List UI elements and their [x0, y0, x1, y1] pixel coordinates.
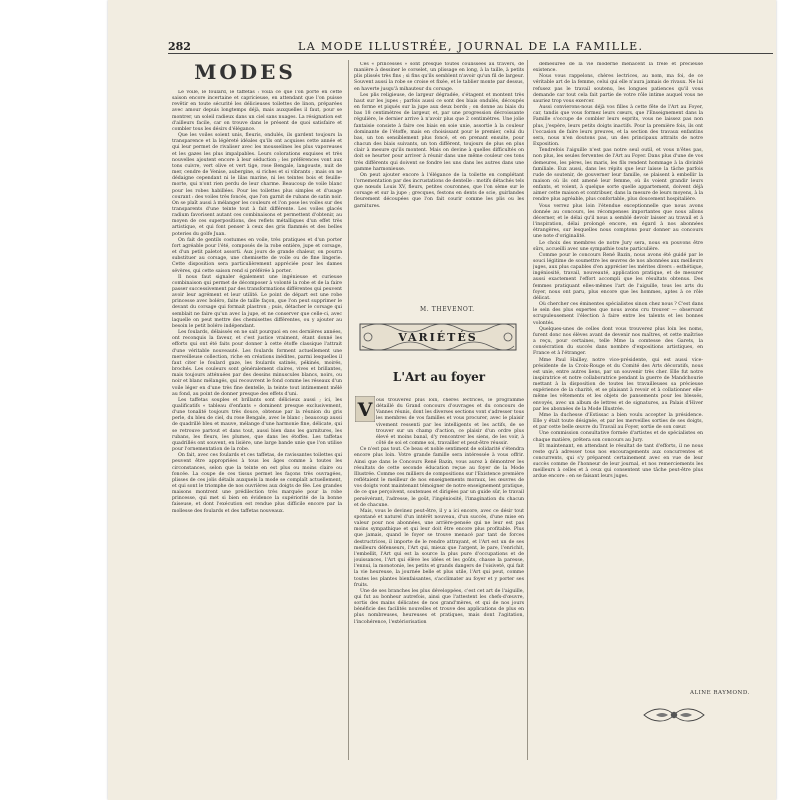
paragraph: Comme pour le concours René Bazin, nous avons été guidé par le souci légitime de soumettre les œuvres de nos abonnées aux meilleurs juges, aux plus capables d'en apprécier les mérites divers : esthétique, ingéniosité, travail, nouveauté, application pratique, et de mesurer aussi exactement l'effort accompli que les résultats obtenus. Des femmes pratiquant elles-mêmes l'art de l'aiguille, tous les arts du foyer, nous ont paru, plus encore que les hommes, aptes à ce rôle délicat.: [533, 252, 703, 301]
journal-title: LA MODE ILLUSTRÉE, JOURNAL DE LA FAMILLE.: [298, 40, 644, 53]
author-signature: M. THEVENOT.: [420, 306, 475, 313]
article-column: [354, 398, 524, 763]
paragraph: Ces « princesses » sont presque toutes coulissées au travers, de manière à dessiner le corselet, un plissage en long, à la taille, à petits plis plissés très fins ; si fins qu'ils semblent n'avoir qu'un fil de largeur. Souvent aussi la robe se croise et fixée, et le tablier monte par dessus, en haverte jusqu'à mihauteur du corsage.: [354, 62, 524, 92]
paragraph: Le choix des membres de notre Jury sera, nous en pouvons être sûrs, accueilli avec une sympathie toute particulière.: [533, 240, 703, 252]
column-divider: [527, 60, 528, 760]
paragraph: Il nous faut signaler également une ingénieuse et curieuse combinaison qui permet de décomposer à volonté la robe et de la faire passer successivement par des transformations différentes qui peuvent avoir leur agrément et leur utilité. Le point de départ est une robe princesse avec boléro, faite de taille façon, que l'on peut supprimer le devant du corsage qui formait plastron ; puis, détacher le corsage qui semblait ne faire qu'un avec la jupe, et ne conserver que celle-ci, avec laquelle on peut mettre des chemisettes différentes, ou y ajouter au besoin le petit boléro indépendant.: [172, 274, 342, 329]
paragraph: démesurée de la vie moderne menacent la frêle et précieuse existence.: [533, 62, 703, 74]
paragraph: Tendrefois l'aiguille n'est pas notre seul outil, et vous n'êtes pas, non plus, les seules ferventes de l'Art au Foyer. Dans plus d'une de vos demeures, les pères, les maris, les fils rendent hommage à la divinité familiale. Eux aussi, dans les répits que leur laisse la tâche parfois rude de soutenir, de gouverner leur famille, se plaisent à embellir la maison où ils ont amené leur femme, où ils voient grandir leurs enfants, et voient, à quelque sorte quelle appartement, doivent déjà aimer cette maison et contribuer, dans la mesure de leurs moyens, à la rendre plus agréable, plus confortable, plus doucement hospitalière.: [533, 148, 703, 203]
paragraph: Les foulards, délaissés en ne sait pourquoi en ces dernières années, ont reconquis la faveur, et c'est justice vraiment, étant donné les efforts qui ont été faits pour donner à cette étoffe classique l'attrait d'une véritable nouveauté. Les foulards forment actuellement une merveilleuse collection, riche en créations inédites, parmi lesquelles il faut citer le foulard gaze, les foulards satinés, pékinés, moirés, brochés. Les couleurs sont généralement claires, vives et brillantes, mais toujours atténuées par des dessins minuscules blancs, noirs, ou noir et blanc mélangés, qui recouvrent le fond comme les réseaux d'un voile léger en d'une très fine dentelle, la teinte tout intimement mêlé au fond, au point de donner presque des effets d'uni.: [172, 330, 342, 397]
paragraph: Les taffetas souples et brillants sont délicieux aussi ; ici, les qualificatifs « tableau d'enfants » dominent presque exclusivement, d'une tonalité toujours très douce, obtenue par la réunion du gris perle, du bleu de ciel, du rose Bengale, avec le blanc ; beaucoup aussi de quadrillé bleu et mauve, mélange d'une harmonie fine, délicate, qui se retrouve partout et dans tout, aussi bien dans les garnitures, les rubans, les fleurs, les plumes, que dans les étoffes. Les taffetas quadrillés ont souvent, en lisière, une large bande unie que l'on utilise pour l'ornementation de la robe.: [172, 397, 342, 453]
author-signature: ALINE RAYMOND.: [690, 690, 750, 696]
paragraph: Que les voiles soient unis, fleuris, ondulés, ils gardent toujours la transparence et la légèreté idéales qu'ils ont acquises cette année et qui leur permet de rivaliser avec les mousselines les plus vaporeuses et les gazes les plus impalpables. Leurs colorations exquises et très nouvelles ajoutent encore à leur séduction ; les préférences vont aux tons cuivre, vert olive et vert tige, rose Bengale, langouste, nuit de mer, cendre de Venise, aubergine, si riches et si vibrants ; mais on ne dédaigne cependant ni le lilas marine, ni les teintes bois et feuille-morte, qui n'ont rien perdu de leur charme. Beaucoup de voile blanc pour les robes habillées. Pour les toilettes plus simples et d'usage courant : des voiles très foncés, que l'on garnit de rubans de satin noir. On se plaît aussi à mélanger les couleurs et l'on pose les voiles sur des transparents d'une teinte tout à fait différente. Les voiles glacés radium favorisent autant ces combinaisons et permettent d'obtenir, au moyen de ces superpositions, des reflets métalliques d'un effet très artistique, et qui font penser à ceux des gris flammés et des belles poteries du golfe Juan.: [172, 133, 342, 237]
paragraph: Quelques-unes de celles dont vous trouverez plus loin les noms, furent donc nos élèves avant de devenir nos maîtres, et cette maîtrise a reçu, pour certaines, telle Mme la comtesse des Garets, la consécration du succès dans nombre d'expositions artistiques, en France et à l'étranger.: [533, 326, 703, 357]
paragraph: Une commission consultative formée d'artistes et de spécialistes en chaque matière, prêtera son concours au Jury.: [533, 431, 703, 443]
paragraph: On peut ajouter encore à l'élégance de la toilette en complétant l'ornementation par des incrustations de dentelle : motifs détachés tels que nœuds Louis XV, fleurs, petites couronnes, que l'on sème sur le corsage et sur la jupe ; grecques, festons en dents de scie, guirlandes fleurement découpées que l'on fait courir comme les plis ou les garnitures.: [354, 172, 524, 209]
page-number: 282: [168, 40, 191, 53]
column-divider: [348, 60, 349, 760]
article-title: L'Art au foyer: [392, 370, 486, 384]
paragraph: Vous verrez plus loin l'étendue exceptionnelle que nous avons donnée au concours, les récompenses importantes que nous allons décerner, et le délai qu'il nous a semblé devoir laisser au travail et à l'inspiration, délai prolongé encore, en égard à nos abonnées étrangères, sur lesquelles nous comptons pour donner au concours une note d'originalité.: [533, 203, 703, 240]
article-continuation-column: [533, 62, 703, 684]
modes-column: [172, 90, 342, 766]
drop-cap-letter: V: [357, 399, 373, 421]
header-rule: [168, 53, 773, 54]
varietes-label: VARIÉTÉS: [398, 331, 478, 344]
paragraph: Où chercher ces éminentes spécialistes sinon chez nous ? C'est dans le sein des plus expertes que nous avons cru trouver — observant scrupuleusement l'élection à faire entre les talents et les bonnes volontés.: [533, 302, 703, 326]
paragraph: Ce n'est pas tout. Ce beau et noble sentiment de solidarité s'étendra encore plus loin. Votre grande famille sera intéressée à vous offrir. Ainsi que dans le Concours René Bazin, vous aurez à démontrer les résultats de cette seconde éducation reçue au foyer de la Mode Illustrée. Comme ces milliers de compositions sur l'Existence première reflétaient le meilleur de nos enseignements moraux, les œuvres de vos doigts vont maintenant témoigner de notre enseignement pratique, de ce que perçoivent, soutenues et dirigées par un guide sûr, le travail persévérant, l'adresse, le goût, l'ingéniosité, l'imagination du chacun et de chacune.: [354, 447, 524, 508]
modes-heading: MODES: [194, 60, 296, 84]
paragraph: On fait, avec ces foulards et ces taffetas, de ravissantes toilettes qui peuvent être appropriées à tous les âges comme à toutes les circonstances, selon que la teinte en est plus ou moins claire ou foncée. La coupe de ces tissus permet les façons très ouvragées, plisses de ces jolis détails auxquels la mode se complaît actuellement, et qui sont le triomphe de nos ouvrières aux doigts de fée. Les grandes maisons montrent une prédilection très marquée pour la robe princesse, qui met si bien en évidence la supériorité de la bonne faiseuse, et dont l'exécution est rendue plus difficile encore par la mollesse des foulards et des taffetas nouveaux.: [172, 453, 342, 514]
paragraph: Aussi convierons-nous déjà vos filles à cette fête de l'Art au Foyer, car, tandis que vous formez leurs cœurs, que l'Enseignement dans la Famille s'occupe de combler leurs esprits, vous ne laissez pas non plus, j'espère, leurs petits doigts inactifs. Pour la première fois, ils ont l'occasion de faire leurs preuves, et la section des travaux enfantins sera, nous n'en doutons pas, un des principaux attraits de notre Exposition.: [533, 105, 703, 148]
paragraph: Mme la duchesse d'Estissac a bien voulu accepter la présidence. Elle y était toute désignée, et par les merveilles sorties de ses doigts, et par cette belle œuvre du Travail au Foyer, sortie de son cœur.: [533, 412, 703, 431]
paragraph: Et maintenant, en attendant le résultat de tant d'efforts, il ne nous reste qu'à adresser tous nos encouragements aux concurrentes et concurrents, qui s'y préparent certainement avec en vue de leur succès comme de l'honneur de leur journal, et nos remerciements les meilleurs à celles et à ceux qui consentent une tâche peut-être plus ardue encore : en se faisant leurs juges.: [533, 443, 703, 480]
paragraph: Mme Paul Hailley, notre vice-présidente, qui est aussi vice-présidente de la Croix-Rouge et du Comité des Arts décoratifs, nous est unie, entre autres liens, par un souvenir très cher. Elle fut notre inspiratrice et notre collaboratrice pendant la guerre de Mandchourie mettant à la disposition de toutes les travailleuses sa précieuse expérience de la charité, et se plaisant à revoir et à collationner elle-même les vêtements et les objets de pansements pour les blessés, envoyés, avec un album de lettres et de signatures, au Palais d'Hiver par les abonnées de la Mode Illustrée.: [533, 357, 703, 412]
paragraph: Nous vous rappelons, chères lectrices, au nom, ma foi, de ce véritable art de la femme, celui qui elle n'aura jamais de rivaux. Ne lui refusez pas le travail soutenu, les longues patiences qu'il vous demande car tout cela fait partie de votre rôle intime auquel vous ne sauriez trop vous exercer.: [533, 74, 703, 104]
varietes-banner: [354, 318, 522, 358]
paragraph: Une de ses branches les plus développées, c'est cet art de l'aiguille, qui fut au bonheur autrefois, ainsi que l'attestent les chefs-d'œuvre, sortis des mains délicates de nos grand'mères, et qui de nos jours bénéficie des facilités nouvelles et trouve des applications de plus en plus nombreuses, heureuses et pratiques, mais dont l'agitation, l'incohérence, l'extériorisation: [354, 588, 524, 625]
ornament-icon: [640, 704, 708, 726]
paragraph: Mais, vous le devinez peut-être, il y a ici encore, avec ce désir tout spontané et naturel d'un intérêt nouveau, d'un succès, d'une mise en valeur pour nos abonnées, une arrière-pensée qui ne leur est pas moins sympathique et qui leur doit être encore plus profitable. Plus que jamais, quand le foyer se trouve menacé par tant de forces destructrices, il importe de le rendre attrayant, et l'Art est un de ses meilleurs défenseurs, l'Art qui, mieux que l'argent, le pare, l'enrichit, l'embellit, l'Art qui est la source la plus pure d'occupations et de jouissances, l'Art qui élève les idées et les goûts, chasse la paresse, l'ennui, la monotonie, les petits et grands dangers de l'oisiveté, qui fait la vie heureuse, la journée belle et plus utile, l'Art qui peut, comme toutes les plantes bienfaisantes, s'acclimater au foyer et y porter ses fruits.: [354, 508, 524, 588]
paragraph: Les plis religieuse, de largeur dégradée, s'étagent et montent très haut sur les jupes ; parfois aussi ce sont des biais ondulés, découpés en forme et piqués sur la jupe aux deux bords ; on donne au biais du bas 18 centimètres de largeur, et, par une progression décroissante régulière, le dernier arrive à n'avoir plus que 2 centimètres. Une jolie fantaisie consiste à faire ces biais en soie unie, assortie à la couleur dominante de l'étoffe, mais en choisissant pour le premier, celui du bas, un ton sensiblement plus foncé, et en prenant ensuite, pour chacun des biais suivants, un ton différent, toujours de plus en plus clair à mesure qu'ils montent. Mais on devine à quelles difficultés on doit se heurter pour arriver à réunir dans une même couleur ces tons très différents qui doivent se fondre les uns dans les autres dans une gamme harmonieuse.: [354, 92, 524, 172]
paragraph: Le voile, le foulard, le taffetas : voilà ce que l'on porte en cette saison encore incertaine et capricieuse, en attendant que l'on puisse revêtir en toute sécurité les délicieuses toilettes de linon, préparées avec amour depuis longtemps déjà, mais auxquelles il faut, pour se montrer, un soleil radieux dans un ciel sans nuages. La résignation est d'ailleurs facile, car on trouve dans le présent de quoi satisfaire et combler tous les désirs d'élégance.: [172, 90, 342, 132]
modes-continuation-column: [354, 62, 524, 300]
paragraph: On fait de gentils costumes en voile, très pratiques et d'un porter fort agréable pour l'été, composés de la robe entière, jupe et corsage, et d'un petit paletot assorti. Aux jours de grande chaleur, on pourra substituer au corsage, une chemisette de voile ou de fine lingerie. Cette disposition sera particulièrement appréciée pour les dames sévères, qui cette saison rend si préférée à porter.: [172, 237, 342, 274]
paragraph: ous trouverez plus loin, chères lectrices, le programme détaillé du Grand concours d'ouvrages et du concours de Vannes réunis, dont les diverses sections vont s'adresser tous les membres de vos familles et vous procurer, avec le plaisir vivement ressenti par les intelligents et les actifs, de se trouver sur un champ d'action, ce plaisir d'un ordre plus élevé et moins banal, d'y rencontrer les siens, de les voir, à côté de soi et comme soi, travailler et peut-être réussir.: [376, 398, 524, 447]
